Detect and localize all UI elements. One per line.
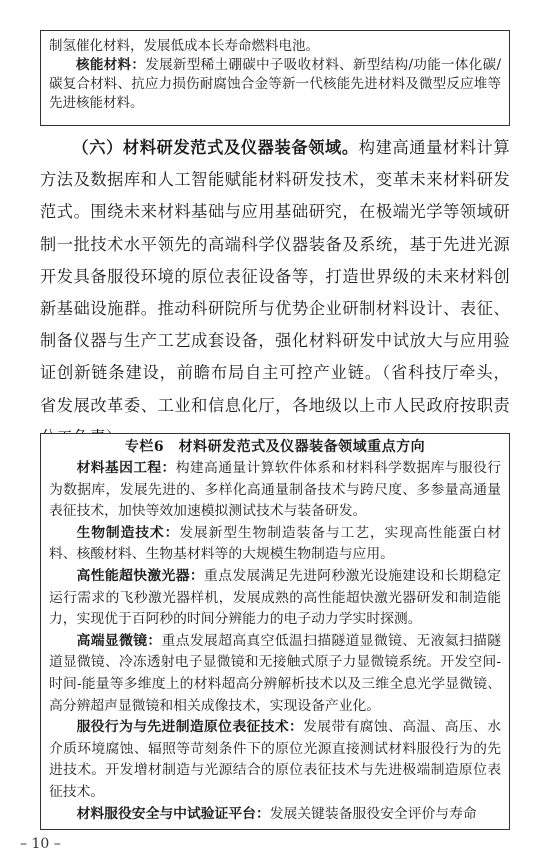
section-paragraph <box>40 132 510 454</box>
item-label: 生物制造技术： <box>76 524 180 541</box>
item-label: 材料服役安全与中试验证平台： <box>76 805 270 822</box>
page-number: – 10 – <box>20 836 61 852</box>
item-text: 发展新型生物制造装备与工艺，实现高性能蛋白材料、核酸材料、生物基材料等的大规模生物制造与应用。 <box>49 524 502 563</box>
box-item <box>49 717 501 803</box>
item-text: 构建高通量计算软件体系和材料科学数据库与服役行为数据库，发展先进的、多样化高通量制备技术与跨尺度、多参量高通量表征技术，加快等效加速模拟测试技术与装备研发。 <box>49 460 502 520</box>
item-text: 发展关键装备服役安全评价与寿命 <box>269 805 477 822</box>
section-heading: （六）材料研发范式及仪器装备领域。 <box>72 138 359 157</box>
special-column-box <box>40 433 510 830</box>
item-label: 服役行为与先进制造原位表征技术： <box>76 719 304 736</box>
item-label: 材料基因工程： <box>76 460 176 476</box>
item-text: 重点发展超高真空低温扫描隧道显微镜、无液氦扫描隧道显微镜、冷冻透射电子显微镜和无接触式原子力显微镜系统。开发空间-时间-能量等多维度上的材料超高分辨解析技术以及三维全息光学显微镜、高分辨超声显微镜和相关成像技术，实现设备产业化。 <box>49 632 502 714</box>
box-item <box>49 566 501 631</box>
item-label: 高性能超快激光器： <box>76 567 205 584</box>
item-text: 重点发展满足先进阿秒激光设施建设和长期稳定运行需求的飞秒激光器样机，发展成熟的高性能超快激光器研发和制造能力，实现优于百阿秒的时间分辨能力的电子动力学实时探测。 <box>49 567 502 628</box>
box-item <box>49 631 501 717</box>
box-item <box>49 523 501 566</box>
box-item <box>49 458 501 523</box>
nuclear-materials-paragraph <box>49 56 501 113</box>
item-label: 高端显微镜： <box>76 632 162 649</box>
top-text-box <box>40 30 510 126</box>
box-title: 专栏6 材料研发范式及仪器装备领域重点方向 <box>124 439 426 455</box>
item-text: 发展带有腐蚀、高温、高压、水介质环境腐蚀、辐照等苛刻条件下的原位光源直接测试材料服役行为的先进技术。开发增材制造与光源结合的原位表征技术与先进极端制造原位表征技术。 <box>49 719 502 800</box>
nuclear-materials-label: 核能材料： <box>76 57 146 73</box>
box-item <box>49 804 501 826</box>
nuclear-materials-text: 发展新型稀土硼碳中子吸收材料、新型结构/功能一体化碳/碳复合材料、抗应力损伤耐腐蚀合金等新一代核能先进材料及微型反应堆等先进核能材料。 <box>49 57 501 111</box>
section-body <box>40 132 510 454</box>
box-line-fuel-cell: 制氢催化材料，发展低成本长寿命燃料电池。 <box>49 38 319 54</box>
section-text: 构建高通量材料计算方法及数据库和人工智能赋能材料研发技术，变革未来材料研发范式。围绕未来材料基础与应用基础研究，在极端光学等领域研制一批技术水平领先的高端科学仪器装备及系统，基于先进光源开发具备服役环境的原位表征设备等，打造世界级的未来材料创新基础设施群。推动科研院所与优势企业研制材料设计、表征、制备仪器与生产工艺成套设备，强化材料研发中试放大与应用验证创新链条建设，前瞻布局自主可控产业链。（省科技厅牵头，省发展改革委、工业和信息化厅，各地级以上市人民政府按职责 <box>40 138 510 415</box>
